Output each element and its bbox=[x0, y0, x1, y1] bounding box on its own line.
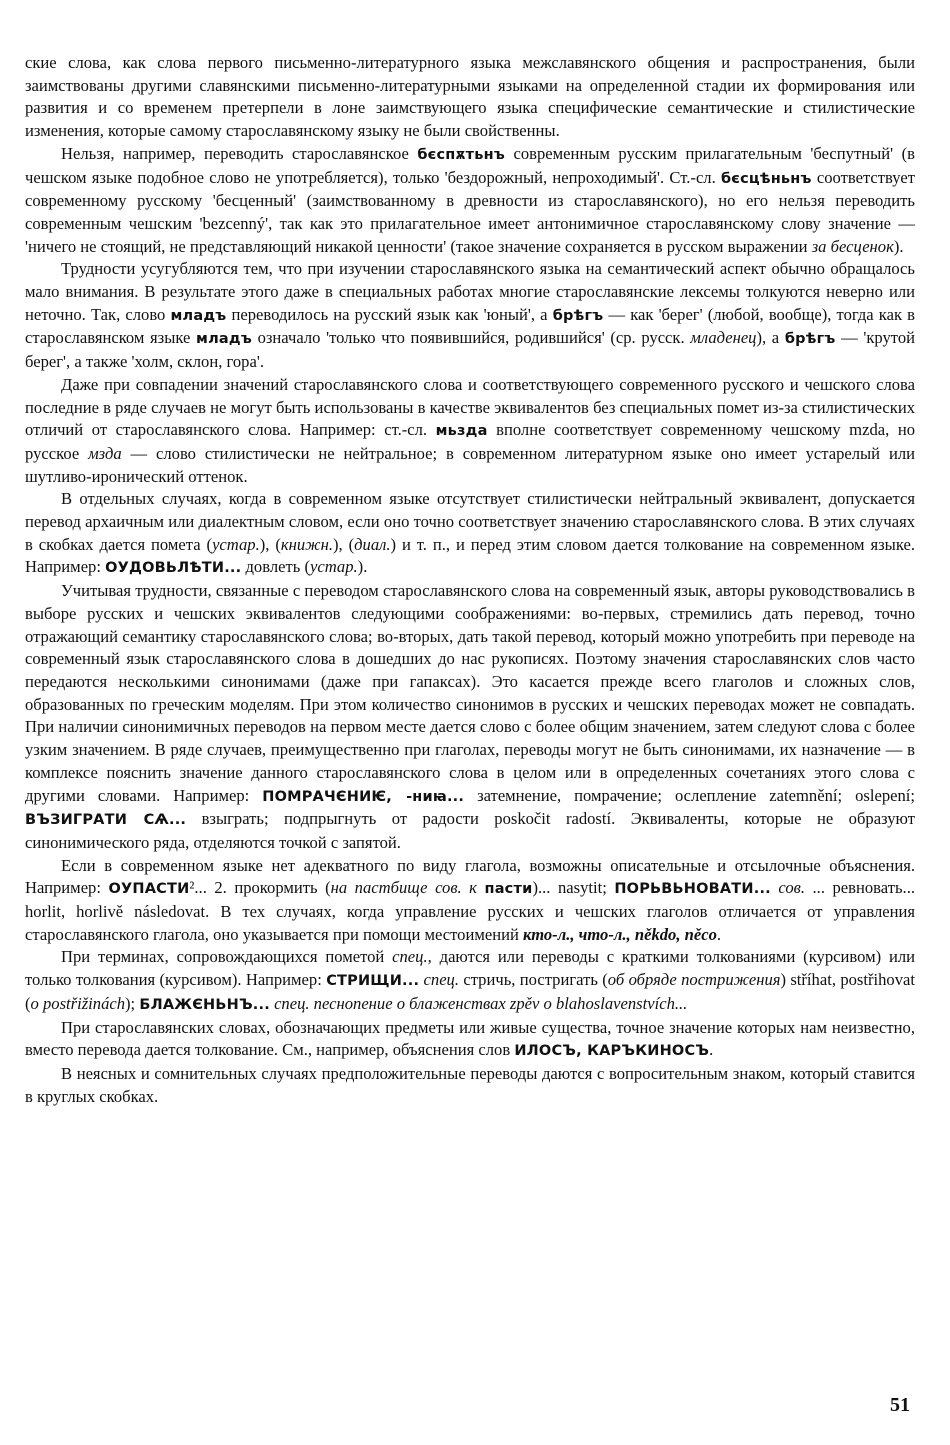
text-run: стричь, постригать ( bbox=[459, 970, 608, 990]
text-run: Даже при совпадении значений старославянского слова и соответствующего современного русского и чешского слова последние в ряде случаев не могут быть использованы в качестве эквивалентов без специальных помет из-за стилистических отличий от старославянского слова. Например: ст.-сл. bbox=[25, 374, 915, 440]
text-run: ); bbox=[125, 993, 140, 1013]
church-slavonic-word: младъ bbox=[196, 331, 252, 348]
church-slavonic-word: брѣгъ bbox=[552, 307, 604, 324]
text-run: ) stříhat, postřihovat ( bbox=[25, 970, 915, 1013]
text-run: ские слова, как слова первого письменно-литературного языка межславянского общения и распространения, были заимствованы другими славянскими письменно-литературными языками на определенной стадии их формирования или развития и со временем претерпели в лоне заимствующего языка специфические семантические и стилистические изменения, которые самому старославянскому языку не были свойственны. bbox=[25, 53, 915, 141]
text-run: — как 'берег' (любой, вообще), тогда как в старославянском языке bbox=[25, 304, 915, 348]
church-slavonic-word: бєспѫтьнъ bbox=[417, 146, 505, 163]
church-slavonic-word: ОУПАСТИ bbox=[108, 881, 190, 898]
text-run: Нельзя, например, переводить старославянское bbox=[61, 143, 418, 163]
text-run: Учитывая трудности, связанные с переводом старославянского слова на современный язык, авторы руководствовались в выборе русских и чешских эквивалентов следующими соображениями: во-первых, стремились дать перевод, точно отражающий семантику старославянского слова; во-вторых, дать такой перевод, который можно употребить при переводе на современный язык старославянского слова в дошедших до нас рукописях. Поэтому значения старославянских слов часто передаются несколькими синонимами (даже при гапаксах). Это касается прежде всего глаголов и сложных слов, образованных по греческим моделям. При этом количество синонимов в русских и чешских переводах может не совпадать. При наличии синонимичных переводов на первом месте дается слово с более общим значением, затем следуют слова с более узким значением. В ряде случаев, преимущественно при глаголах, переводы могут не быть синонимами, их назначение — в комплексе пояснить значение данного старославянского слова в целом или в определенных сочетаниях этого слова с другими словами. Например: bbox=[25, 581, 915, 805]
church-slavonic-word: ПОМРАЧЄНИѤ, -ниꙗ... bbox=[262, 788, 465, 805]
italic-term: мзда bbox=[88, 443, 122, 463]
paragraph bbox=[25, 258, 915, 374]
paragraph bbox=[25, 52, 915, 143]
italic-term: спец. bbox=[392, 947, 428, 967]
text-run: При терминах, сопровождающихся пометой bbox=[61, 947, 393, 967]
text-run: ). bbox=[357, 557, 368, 577]
text-run: современным русским прилагательным 'беспутный' (в чешском языке подобное слово не употребляется), только 'бездорожный, непроходимый'. Ст.-сл. bbox=[25, 143, 915, 187]
italic-term: спец. песнопение о блаженствах zpěv o blahoslavenstvích... bbox=[274, 993, 688, 1013]
text-run: , даются или переводы с краткими толкованиями (курсивом) или только толкования (курсивом). Например: bbox=[25, 947, 915, 990]
text-run: ). bbox=[893, 236, 904, 256]
text-run: ), ( bbox=[259, 534, 281, 554]
italic-term: сов. bbox=[778, 878, 806, 898]
italic-term: o postřižinách bbox=[30, 993, 126, 1013]
text-run: взыграть; подпрыгнуть от радости poskočit radostí. Эквиваленты, которые не образуют синонимического ряда, отделяются точкой с запятой. bbox=[25, 809, 915, 852]
text-run: ), ( bbox=[332, 534, 355, 554]
italic-term: об обряде пострижения bbox=[607, 970, 781, 990]
text-run: )... nasytit; bbox=[532, 878, 615, 898]
church-slavonic-word: брѣгъ bbox=[784, 331, 836, 348]
page-number: 51 bbox=[890, 1394, 910, 1416]
paragraph bbox=[25, 488, 915, 580]
paragraph bbox=[25, 374, 915, 489]
text-run: В отдельных случаях, когда в современном языке отсутствует стилистически нейтральный эквивалент, допускается перевод архаичным или диалектным словом, если оно точно соответствует значению старославянского слова. В этих случаях в скобках дается помета ( bbox=[25, 489, 915, 554]
church-slavonic-word: ИЛОСЪ, КАРЪКИНОСЪ bbox=[514, 1043, 710, 1060]
church-slavonic-word: бєсцѣньнъ bbox=[720, 170, 812, 187]
text-run: означало 'только что появившийся, родившийся' (ср. русск. bbox=[251, 328, 691, 348]
church-slavonic-word: ВЪЗИГРАТИ СѦ... bbox=[25, 812, 187, 829]
paragraph bbox=[25, 1063, 915, 1108]
text-run: В неясных и сомнительных случаях предположительные переводы даются с вопросительным знаком, который ставится в круглых скобках. bbox=[25, 1063, 915, 1106]
italic-term: устар. bbox=[310, 557, 358, 577]
text-run: ) и т. п., и перед этим словом дается толкование на современном языке. Например: bbox=[25, 534, 915, 577]
text-run: переводилось на русский язык как 'юный', а bbox=[226, 304, 553, 324]
text-run: — слово стилистически не нейтральное; в современном литературном языке оно имеет устарелый или шутливо-иронический оттенок. bbox=[25, 443, 915, 486]
church-slavonic-word: младъ bbox=[170, 307, 227, 324]
text-run: . bbox=[709, 1040, 714, 1060]
text-run: При старославянских словах, обозначающих предметы или живые существа, точное значение которых нам неизвестно, вместо перевода дается толкование. См., например, объяснения слов bbox=[25, 1017, 915, 1060]
text-run: вполне соответствует современному чешскому mzda, но русское bbox=[25, 420, 915, 463]
italic-term: книжн. bbox=[280, 534, 333, 554]
document-body bbox=[25, 52, 915, 1108]
italic-term: за бесценок bbox=[811, 236, 894, 256]
church-slavonic-word: СТРИЩИ... bbox=[326, 973, 420, 990]
paragraph bbox=[25, 143, 915, 259]
italic-term: на пастбище сов. к bbox=[330, 878, 477, 898]
text-run: Трудности усугубляются тем, что при изучении старославянского языка на семантический аспект обычно обращалось мало внимания. В результате этого даже в специальных работах многие старославянские лексемы толкуются неверно или неточно. Так, слово bbox=[25, 259, 915, 324]
text-run: Если в современном языке нет адекватного по виду глагола, возможны описательные и отсылочные объяснения. Например: bbox=[25, 855, 915, 898]
text-run: довлеть ( bbox=[241, 557, 310, 577]
italic-term: спец. bbox=[423, 970, 460, 990]
text-run: ... ревновать... horlit, horlivě následovat. В тех случаях, когда управление русских и чешских глаголов отличается от управления старославянского глагола, оно указывается при помощи местоимений bbox=[25, 878, 915, 944]
text-run: ), а bbox=[756, 328, 785, 348]
bold-italic-term: кто-л., что-л., někdo, něco bbox=[523, 924, 717, 944]
text-run: — 'крутой берег', а также 'холм, склон, гора'. bbox=[25, 328, 916, 372]
paragraph bbox=[25, 855, 915, 947]
paragraph bbox=[25, 580, 915, 854]
text-run: . bbox=[716, 924, 722, 944]
paragraph bbox=[25, 1017, 915, 1063]
church-slavonic-word: ОУДОВЬЛѢТИ... bbox=[105, 560, 242, 577]
church-slavonic-word: мьзда bbox=[435, 423, 488, 440]
italic-term: диал. bbox=[354, 534, 391, 554]
church-slavonic-word: БЛАЖЄНЬНЪ... bbox=[139, 996, 270, 1013]
text-run: соответствует современному русскому 'бесценный' (заимствованному в древности из старославянского), но его нельзя переводить современным чешским 'bezcenný', так как это прилагательное имеет антонимичное старославянскому слову значение — 'ничего не стоящий, не представляющий никакой ценности' (такое значение сохраняется в русском выражении bbox=[25, 167, 915, 256]
text-run: ²... 2. прокормить ( bbox=[189, 878, 331, 898]
text-run: затемнение, помрачение; ослепление zatemnění; oslepení; bbox=[464, 785, 915, 805]
church-slavonic-word: пасти bbox=[484, 881, 533, 898]
italic-term: устар. bbox=[212, 534, 260, 554]
italic-term: младенец bbox=[690, 328, 757, 348]
paragraph bbox=[25, 946, 915, 1016]
church-slavonic-word: ПОРЬВЬНОВАТИ... bbox=[614, 881, 771, 898]
